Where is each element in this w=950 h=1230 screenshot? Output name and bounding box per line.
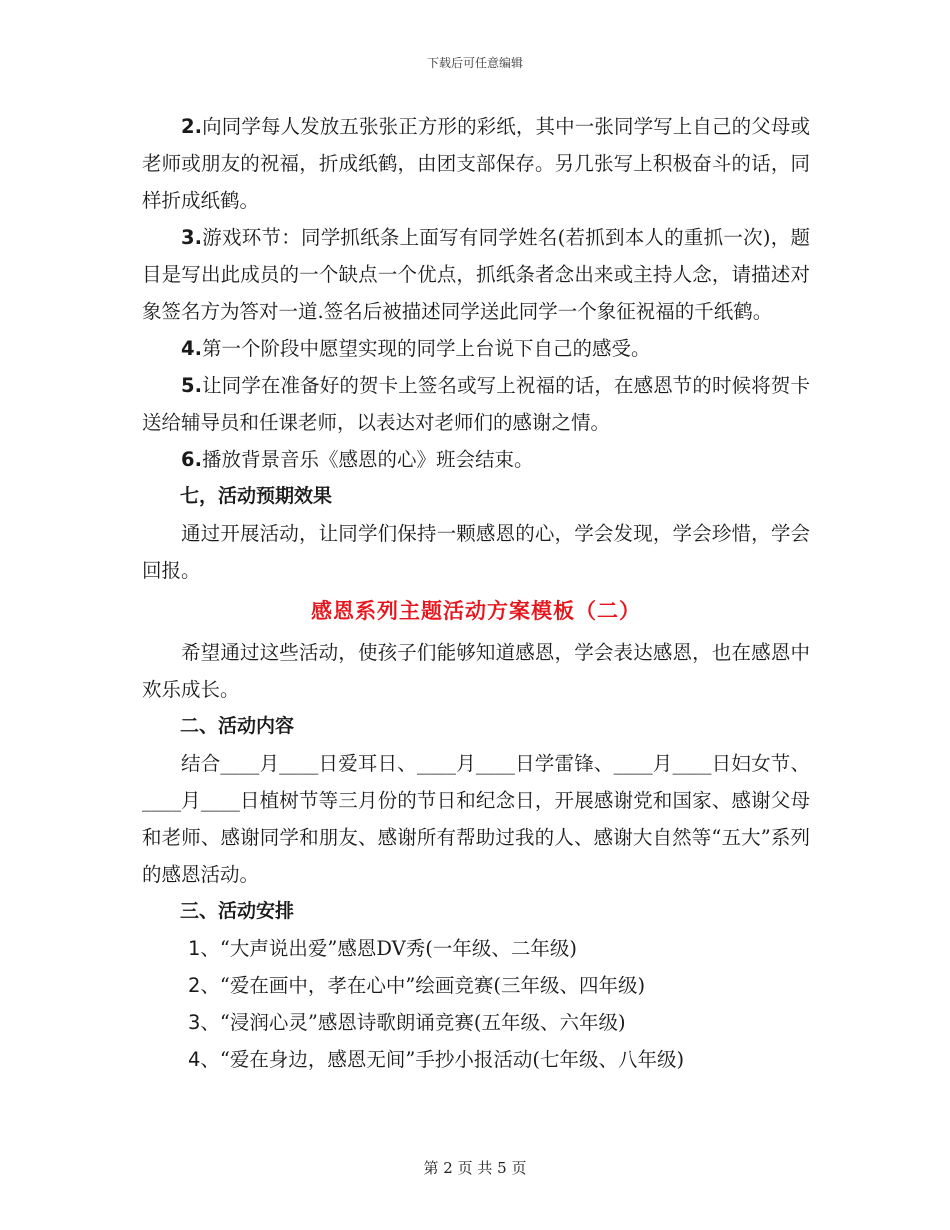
paragraph: 结合____月____日爱耳日、____月____日学雷锋、____月____日妇女节、____月____日植树节等三月份的节日和纪念日，开展感谢党和国家、感谢父母和老师、感谢同学和朋友、感谢所有帮助过我的人、感谢大自然等“五大”系列的感恩活动。: [142, 752, 810, 886]
item-number: 6.: [181, 448, 202, 471]
item-text: “浸润心灵”感恩诗歌朗诵竞赛(五年级、六年级): [219, 1011, 626, 1034]
item-text: “大声说出爱”感恩DV秀(一年级、二年级): [219, 937, 577, 960]
list-item: [142, 367, 810, 441]
list-item: [142, 1004, 810, 1041]
item-number: 4.: [181, 337, 202, 360]
list-item: [142, 330, 810, 367]
list-item: [142, 108, 810, 219]
item-text: 第一个阶段中愿望实现的同学上台说下自己的感受。: [201, 337, 651, 360]
item-number: 2、: [188, 974, 220, 997]
page-header: 下载后可任意编辑: [426, 56, 523, 70]
item-number: 2.: [181, 115, 202, 138]
list-item: [142, 930, 810, 967]
list-item: [142, 441, 810, 478]
list-item: [142, 967, 810, 1004]
item-text: 向同学每人发放五张张正方形的彩纸，其中一张同学写上自己的父母或老师或朋友的祝福，折成纸鹤，由团支部保存。另几张写上积极奋斗的话，同样折成纸鹤。: [142, 115, 810, 212]
document-title: 感恩系列主题活动方案模板（二）: [311, 599, 641, 623]
item-text: 让同学在准备好的贺卡上签名或写上祝福的话，在感恩节的时候将贺卡送给辅导员和任课老师，以表达对老师们的感谢之情。: [142, 374, 810, 434]
item-number: 4、: [188, 1048, 220, 1071]
item-text: 游戏环节：同学抓纸条上面写有同学姓名(若抓到本人的重抓一次)，题目是写出此成员的一个缺点一个优点，抓纸条者念出来或主持人念，请描述对象签名方为答对一道.签名后被描述同学送此同学一个象征祝福的千纸鹤。: [142, 226, 810, 323]
item-text: “爱在画中，孝在心中”绘画竞赛(三年级、四年级): [219, 974, 646, 997]
item-number: 5.: [181, 374, 202, 397]
section-heading: 七，活动预期效果: [180, 485, 333, 507]
section-heading: 二、活动内容: [180, 715, 295, 737]
item-text: “爱在身边，感恩无间”手抄小报活动(七年级、八年级): [219, 1048, 685, 1071]
item-number: 3、: [188, 1011, 220, 1034]
item-number: 3.: [181, 226, 202, 249]
section-heading: 三、活动安排: [180, 900, 295, 922]
paragraph: 通过开展活动，让同学们保持一颗感恩的心，学会发现，学会珍惜，学会回报。: [142, 522, 810, 582]
item-number: 1、: [188, 937, 220, 960]
document-body: [142, 108, 810, 1078]
list-item: [142, 219, 810, 330]
list-item: [142, 1041, 810, 1078]
item-text: 播放背景音乐《感恩的心》班会结束。: [201, 448, 534, 471]
page-footer: 第 2 页 共 5 页: [423, 1159, 527, 1177]
paragraph: 希望通过这些活动，使孩子们能够知道感恩，学会表达感恩，也在感恩中欢乐成长。: [142, 641, 810, 701]
